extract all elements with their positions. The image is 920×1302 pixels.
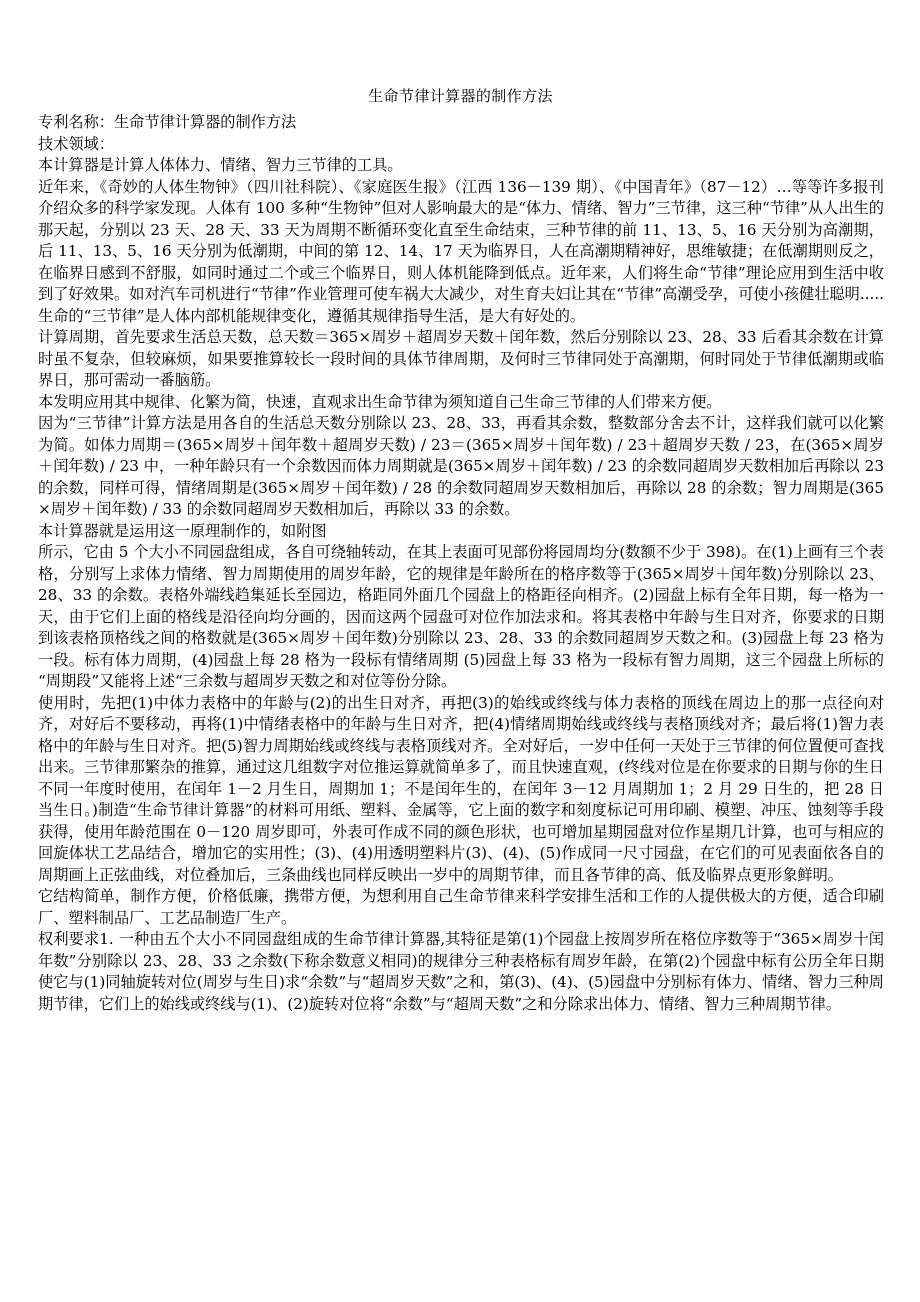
paragraph-usage-instructions: 使用时，先把(1)中体力表格中的年龄与(2)的出生日对齐，再把(3)的始线或终线与体力表格的顶线在周边上的那一点径向对齐，对好后不要移动，再将(1)中情绪表格中的年龄与生日对齐，把(4)情绪周期始线或终线与表格顶线对齐；最后将(1)智力表格中的年龄与生日对齐。把(5)智力周期始线或终线与表格顶线对齐。全对好后，一岁中任何一天处于三节律的何位置便可查找出来。三节律那繁杂的推算，通过这几组数字对位推运算就简单多了，而且快速直观，(终线对位是在你要求的日期与你的生日不同一年度时使用，在闰年 1－2 月生日，周期加 1；不是闰年生的，在闰年 3－12 月周期加 1；2 月 29 日生的，把 28 日当生日。)制造“生命节律计算器”的材料可用纸、塑料、金属等，它上面的数字和刻度标记可用印刷、模塑、冲压、蚀刻等手段获得，使用年龄范围在 0－120 周岁即可，外表可作成不同的颜色形状，也可增加星期园盘对位作星期几计算，也可与相应的回旋体状工艺品结合，增加它的实用性；(3)、(4)用透明塑料片(3)、(4)、(5)作成同一尺寸园盘，在它们的可见表面依各自的周期画上正弦曲线，对位叠加后，三条曲线也同样反映出一岁中的周期节律，而且各节律的高、低及临界点更形象鲜明。 [38,693,884,884]
paragraph-cycle-calculation: 计算周期，首先要求生活总天数，总天数＝365×周岁＋超周岁天数＋闰年数，然后分别除以 23、28、33 后看其余数在计算时虽不复杂，但较麻烦，如果要推算较长一段时间的具体节律周期，及何时三节律同处于高潮期，何时同处于节律低潮期或临界日，那可需动一番脑筋。 [38,328,884,389]
paragraph-claim-1: 权利要求1. 一种由五个大小不同园盘组成的生命节律计算器,其特征是第(1)个园盘上按周岁所在格位序数等于“365×周岁十闰年数”分别除以 23、28、33 之余数(下称余数意义相同)的规律分三种表格标有周岁年龄，在第(2)个园盘中标有公历全年日期使它与(1)同轴旋转对位(周岁与生日)求“余数”与“超周岁天数”之和，第(3)、(4)、(5)园盘中分别标有体力、情绪、智力三种周期节律，它们上的始线或终线与(1)、(2)旋转对位将“余数”与“超周天数”之和分除求出体力、情绪、智力三种周期节律。 [38,930,884,1013]
paragraph-device-intro: 本计算器就是运用这一原理制作的，如附图 [38,521,327,540]
paragraph-invention-purpose: 本发明应用其中规律、化繁为简，快速，直观求出生命节律为须知道自己生命三节律的人们带来方便。 [38,392,722,411]
paragraph-patent-name: 专利名称：生命节律计算器的制作方法 [38,113,297,131]
page-title: 生命节律计算器的制作方法 [368,87,553,105]
paragraph-tool-description: 本计算器是计算人体体力、情绪、智力三节律的工具。 [38,156,403,174]
document-body [38,112,884,1015]
paragraph-structure-description: 所示，它由 5 个大小不同园盘组成，各自可绕轴转动，在其上表面可见部份将园周均分(数额不少于 398)。在(1)上画有三个表格，分别写上求体力情绪、智力周期使用的周岁年龄，它的规律是年龄所在的格序数等于(365×周岁＋闰年数)分别除以 23、28、33 的余数。表格外端线趋集延长至园边，格距同外面几个园盘上的格距径向相齐。(2)园盘上标有全年日期，每一格为一天，由于它们上面的格线是沿径向均分画的，因而这两个园盘可对位作加法求和。将其表格中年龄与生日对齐，你要求的日期到该表格顶格线之间的格数就是(365×周岁＋闰年数)分别除以 23、28、33 的余数同超周岁天数之和。(3)园盘上每 23 格为一段。标有体力周期，(4)园盘上每 28 格为一段标有情绪周期 (5)园盘上每 33 格为一段标有智力周期，这三个园盘上所标的“周期段”又能将上述“三余数与超周岁天数之和对位等份分除。 [38,543,884,690]
paragraph-background-biorhythm: 近年来，《奇妙的人体生物钟》（四川社科院）、《家庭医生报》（江西 136－139 期）、《中国青年》（87－12）…等等许多报刊介绍众多的科学家发现。人体有 100 多种“生物钟”但对人影响最大的是“体力、情绪、智力”三节律，这三种“节律”从人出生的那天起，分别以 23 天、28 天、33 天为周期不断循环变化直至生命结束，三种节律的前 11、13、5、16 天分别为高潮期，后 11、13、5、16 天分别为低潮期，中间的第 12、14、17 天为临界日，人在高潮期精神好，思维敏捷；在低潮期则反之，在临界日感到不舒服，如同时通过二个或三个临界日，则人体机能降到低点。近年来，人们将生命“节律”理论应用到生活中收到了好效果。如对汽车司机进行“节律”作业管理可使车祸大大减少，对生育夫妇让其在“节律”高潮受孕，可使小孩健壮聪明.....生命的“三节律”是人体内部机能规律变化，遵循其规律指导生活，是大有好处的。 [38,177,884,325]
paragraph-tech-field-heading: 技术领域： [38,134,114,153]
paragraph-principle-formula: 因为“三节律”计算方法是用各自的生活总天数分别除以 23、28、33，再看其余数，整数部分舍去不计，这样我们就可以化繁为简。如体力周期＝(365×周岁＋闰年数＋超周岁天数) / 23＝(365×周岁＋闰年数) / 23＋超周岁天数 / 23，在(365×周岁＋闰年数) / 23 中，一种年龄只有一个余数因而体力周期就是(365×周岁＋闰年数) / 23 的余数同超周岁天数相加后再除以 23 的余数，同样可得，情绪周期是(365×周岁＋闰年数) / 28 的余数同超周岁天数相加后，再除以 28 的余数；智力周期是(365×周岁＋闰年数) / 33 的余数同超周岁天数相加后，再除以 33 的余数。 [38,414,884,518]
paragraph-advantages: 它结构简单，制作方便，价格低廉，携带方便，为想利用自己生命节律来科学安排生活和工作的人提供极大的方便，适合印刷厂、塑料制品厂、工艺品制造厂生产。 [38,887,884,927]
